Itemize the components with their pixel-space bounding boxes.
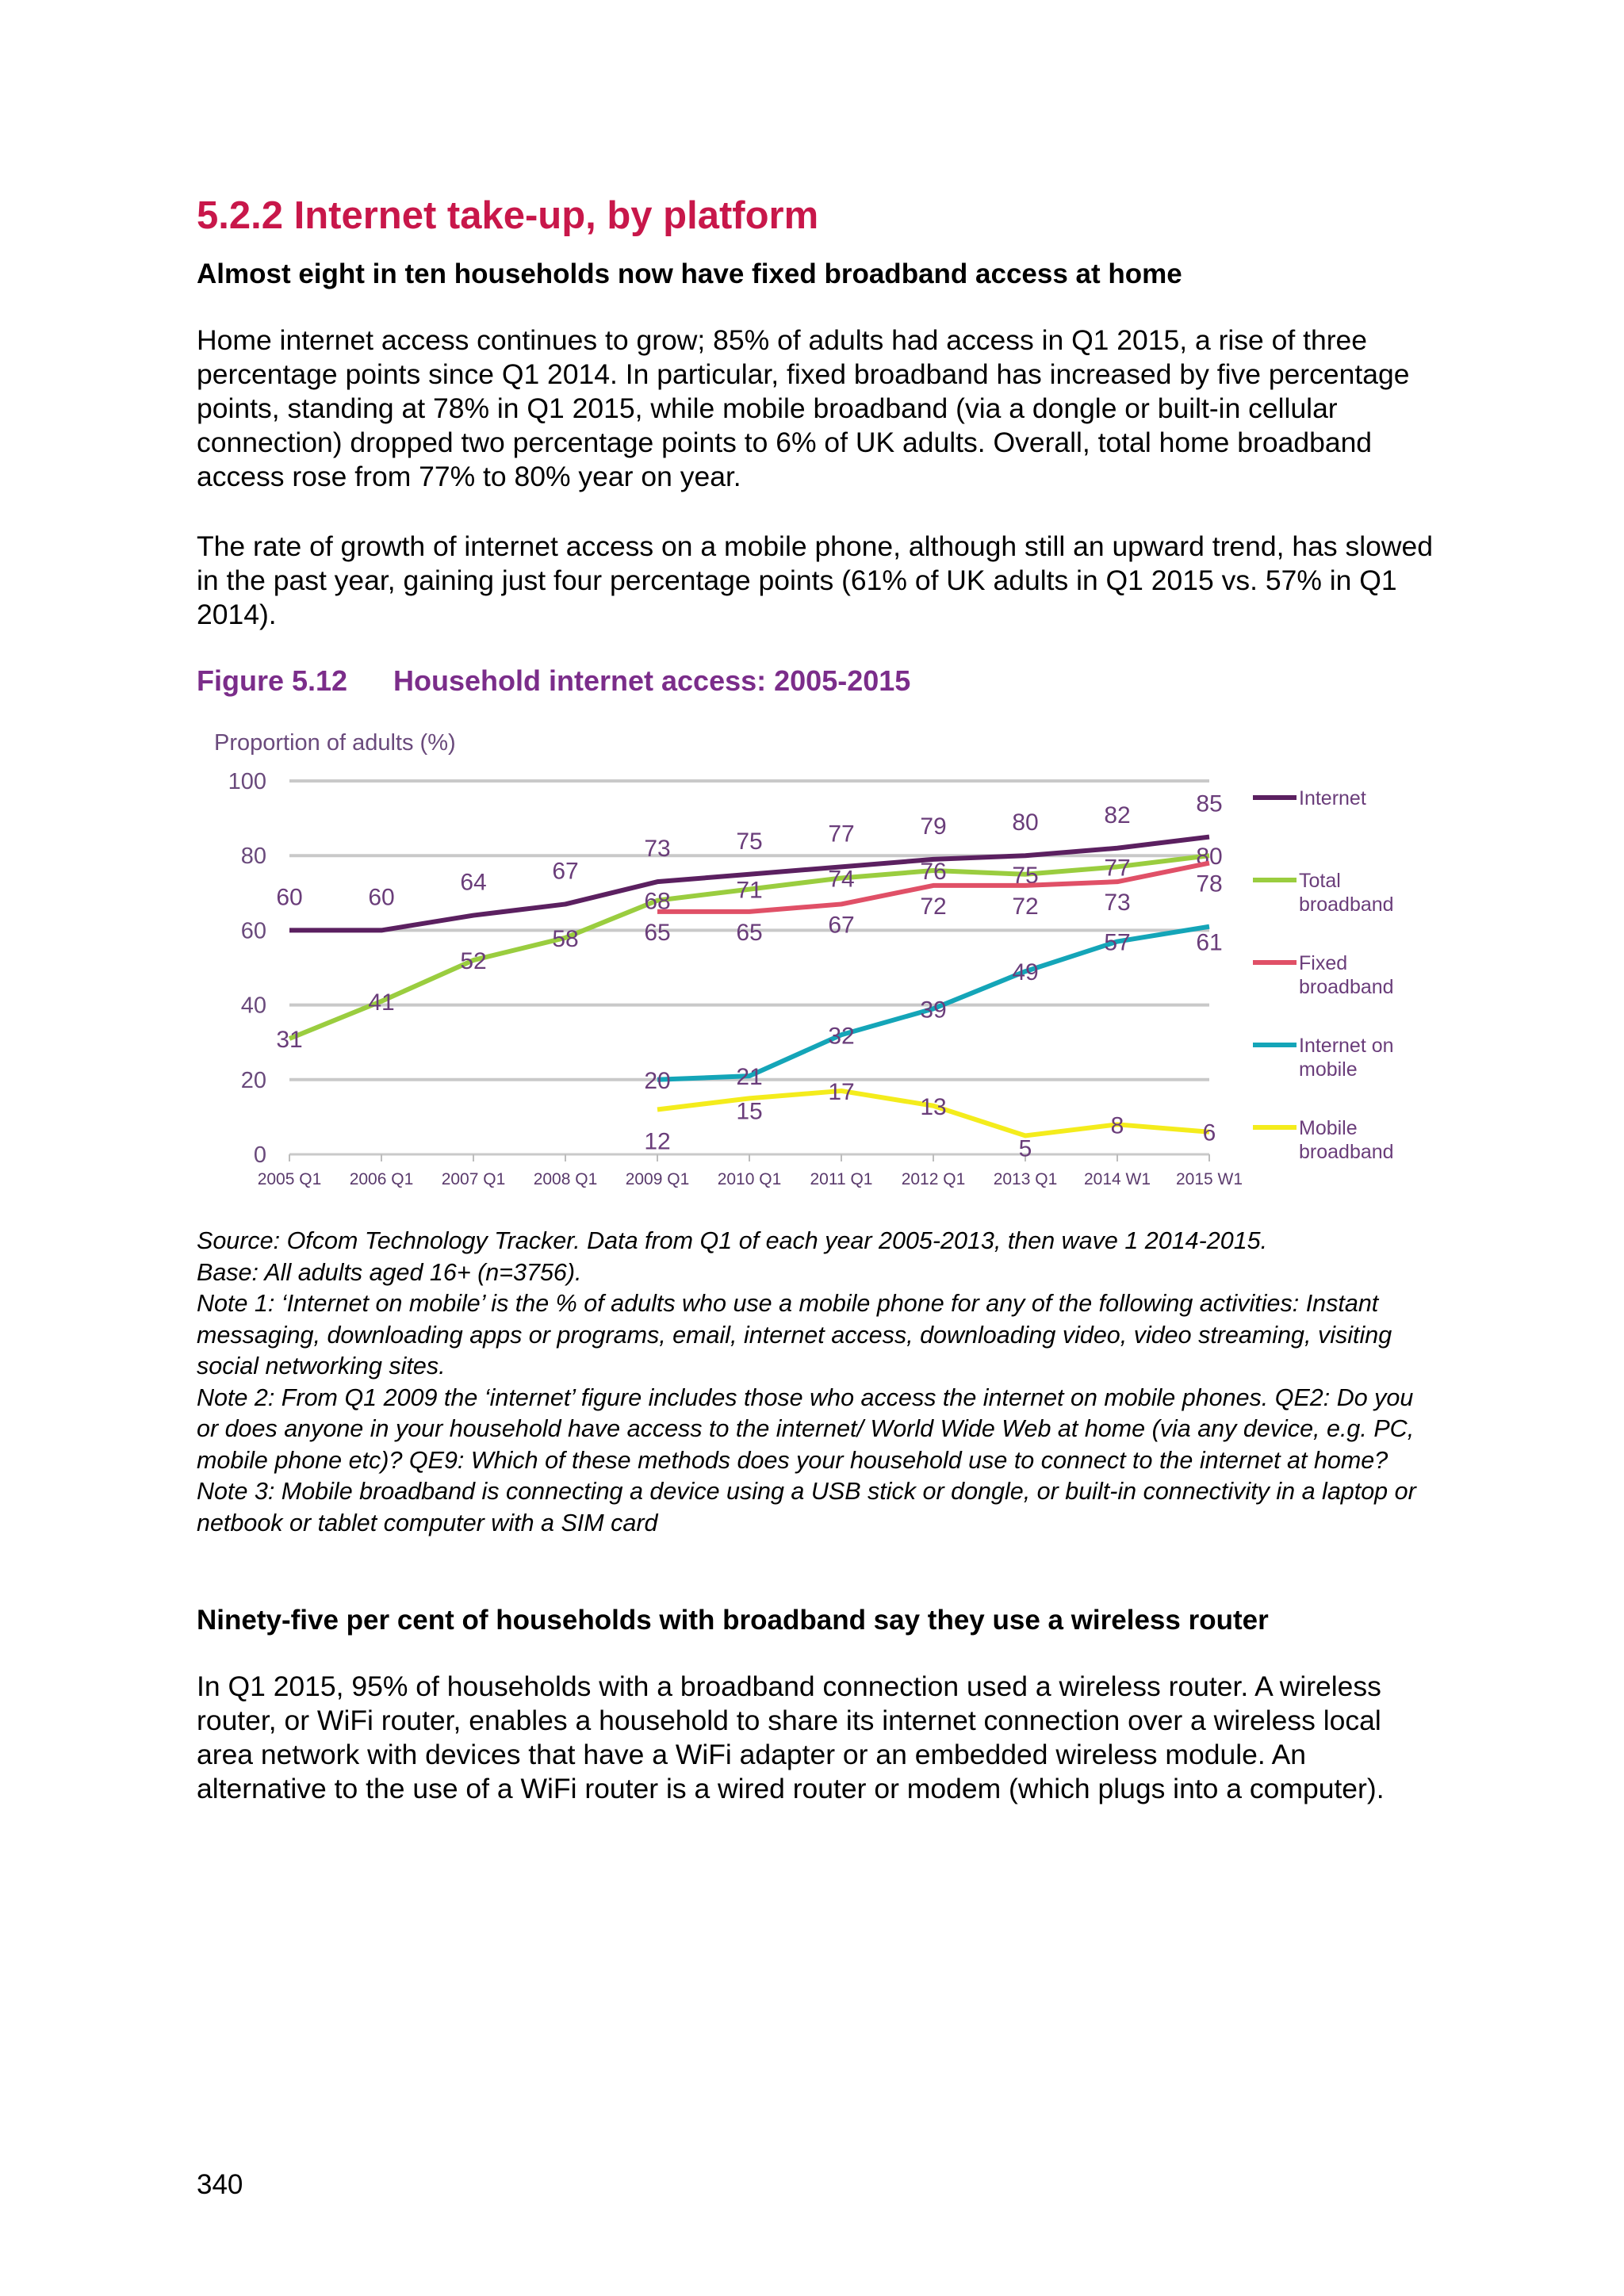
data-label-fixed-broadband: 72: [920, 893, 947, 920]
data-label-internet: 79: [920, 813, 947, 840]
data-label-internet-on-mobile: 32: [828, 1023, 855, 1050]
x-tick-label: 2006 Q1: [349, 1170, 414, 1188]
x-tick-label: 2014 W1: [1083, 1170, 1151, 1188]
data-label-internet: 73: [644, 836, 671, 863]
data-label-total-broadband: 75: [1012, 862, 1039, 889]
y-axis-title: Proportion of adults (%): [214, 730, 456, 756]
data-label-mobile-broadband: 13: [920, 1093, 947, 1120]
data-label-total-broadband: 74: [828, 866, 855, 893]
data-label-mobile-broadband: 5: [1018, 1135, 1032, 1162]
subheading-wireless-router: Ninety-five per cent of households with broadband say they use a wireless router: [197, 1605, 1269, 1636]
x-tick-label: 2015 W1: [1175, 1170, 1243, 1188]
subheading-broadband: Almost eight in ten households now have fixed broadband access at home: [197, 258, 1182, 289]
data-label-internet-on-mobile: 49: [1012, 959, 1039, 986]
x-tick-label: 2008 Q1: [533, 1170, 598, 1188]
data-label-internet: 85: [1196, 790, 1223, 817]
y-tick-label: 20: [240, 1067, 266, 1093]
data-label-internet: 75: [736, 828, 763, 855]
note-base: Base: All adults aged 16+ (n=3756).: [197, 1258, 582, 1286]
data-label-fixed-broadband: 72: [1012, 893, 1039, 920]
note-source: Source: Ofcom Technology Tracker. Data from Q1 of each year 2005-2013, then wave 1 2014-2015.: [197, 1227, 1268, 1254]
data-label-mobile-broadband: 17: [828, 1078, 855, 1105]
paragraph-wireless-router: In Q1 2015, 95% of households with a broadband connection used a wireless router. A wireless router, or WiFi router, enables a household to share its internet connection over a wireless local area network with devices that have a WiFi adapter or an embedded wireless module. An alternative to the use of a WiFi router is a wired router or modem (which plugs into a computer).: [197, 1670, 1385, 1804]
data-label-fixed-broadband: 78: [1196, 871, 1223, 897]
x-tick-label: 2005 Q1: [257, 1170, 322, 1188]
legend-label-fixed-broadband: Fixed broadband: [1299, 952, 1394, 998]
data-label-fixed-broadband: 73: [1104, 890, 1131, 916]
line-chart: [190, 714, 1427, 1189]
figure-caption: [197, 664, 910, 698]
data-label-mobile-broadband: 15: [736, 1098, 763, 1125]
data-label-total-broadband: 80: [1196, 844, 1223, 871]
x-tick-label: 2011 Q1: [810, 1170, 873, 1188]
section-title: 5.2.2 Internet take-up, by platform: [197, 194, 819, 237]
paragraph-home-access: Home internet access continues to grow; 85% of adults had access in Q1 2015, a rise of three percentage points since Q1 2014. In particular, fixed broadband has increased by five percentage points, standing at 78% in Q1 2015, while mobile broadband (via a dongle or built-in cellular connection) dropped two percentage points to 6% of UK adults. Overall, total home broadband access rose from 77% to 80% year on year.: [197, 324, 1410, 492]
data-label-internet: 60: [276, 884, 303, 911]
note-3: Note 3: Mobile broadband is connecting a device using a USB stick or dongle, or built-in connectivity in a laptop or netbook or tablet computer with a SIM card: [197, 1478, 1416, 1536]
legend-label-total-broadband: Total broadband: [1299, 870, 1394, 916]
data-label-mobile-broadband: 12: [644, 1128, 671, 1155]
data-label-total-broadband: 52: [460, 948, 487, 975]
y-tick-label: 0: [253, 1142, 266, 1168]
y-tick-label: 40: [240, 993, 266, 1019]
data-label-internet-on-mobile: 61: [1196, 929, 1223, 956]
figure-title: Household internet access: 2005-2015: [393, 664, 911, 697]
data-label-internet: 60: [368, 884, 395, 911]
data-label-internet: 67: [552, 858, 579, 885]
data-label-total-broadband: 76: [920, 859, 947, 886]
data-label-fixed-broadband: 65: [736, 919, 763, 946]
data-label-fixed-broadband: 67: [828, 912, 855, 939]
data-label-total-broadband: 68: [644, 888, 671, 915]
legend-label-internet-on-mobile: Internet on mobile: [1299, 1035, 1394, 1081]
legend-label-mobile-broadband: Mobile broadband: [1299, 1117, 1394, 1163]
y-tick-label: 60: [240, 918, 266, 944]
y-tick-label: 100: [228, 769, 266, 794]
data-label-internet: 64: [460, 869, 487, 896]
data-label-mobile-broadband: 8: [1110, 1112, 1124, 1139]
data-label-internet-on-mobile: 39: [920, 997, 947, 1024]
x-tick-label: 2010 Q1: [717, 1170, 782, 1188]
figure-notes: [197, 1226, 1434, 1539]
note-1: Note 1: ‘Internet on mobile’ is the % of adults who use a mobile phone for any of the following activities: Instant messaging, downloading apps or programs, email, internet access, downloading video, video streaming, visiting social networking sites.: [197, 1290, 1392, 1380]
data-label-internet-on-mobile: 21: [736, 1064, 763, 1091]
note-2: Note 2: From Q1 2009 the ‘internet’ figure includes those who access the internet on mobile phones. QE2: Do you or does anyone in your household have access to the internet/ World Wide Web at home (via any device, e.g. PC, mobile phone etc)? QE9: Which of these methods does your household use to connect to the internet at home?: [197, 1383, 1415, 1474]
data-label-total-broadband: 71: [736, 877, 763, 904]
x-tick-label: 2007 Q1: [441, 1170, 506, 1188]
y-tick-label: 80: [240, 844, 266, 870]
data-label-fixed-broadband: 65: [644, 919, 671, 946]
data-label-internet: 77: [828, 821, 855, 848]
data-label-internet-on-mobile: 20: [644, 1067, 671, 1094]
data-label-internet: 80: [1012, 809, 1039, 836]
data-label-total-broadband: 41: [368, 989, 395, 1016]
x-tick-label: 2012 Q1: [901, 1170, 966, 1188]
data-label-mobile-broadband: 6: [1202, 1119, 1216, 1146]
data-label-internet: 82: [1104, 802, 1131, 828]
data-label-internet-on-mobile: 57: [1104, 929, 1131, 956]
data-label-total-broadband: 58: [552, 925, 579, 952]
legend-label-internet: Internet: [1299, 787, 1366, 809]
data-label-total-broadband: 31: [276, 1026, 303, 1053]
x-tick-label: 2013 Q1: [993, 1170, 1058, 1188]
x-tick-label: 2009 Q1: [625, 1170, 690, 1188]
figure-number: Figure 5.12: [197, 664, 348, 697]
page-number: 340: [197, 2169, 243, 2200]
paragraph-mobile-growth: The rate of growth of internet access on a mobile phone, although still an upward trend, has slowed in the past year, gaining just four percentage points (61% of UK adults in Q1 2015 vs. 57% in Q1 2014).: [197, 530, 1433, 630]
chart-canvas: [190, 714, 1427, 1189]
data-label-total-broadband: 77: [1104, 855, 1131, 882]
